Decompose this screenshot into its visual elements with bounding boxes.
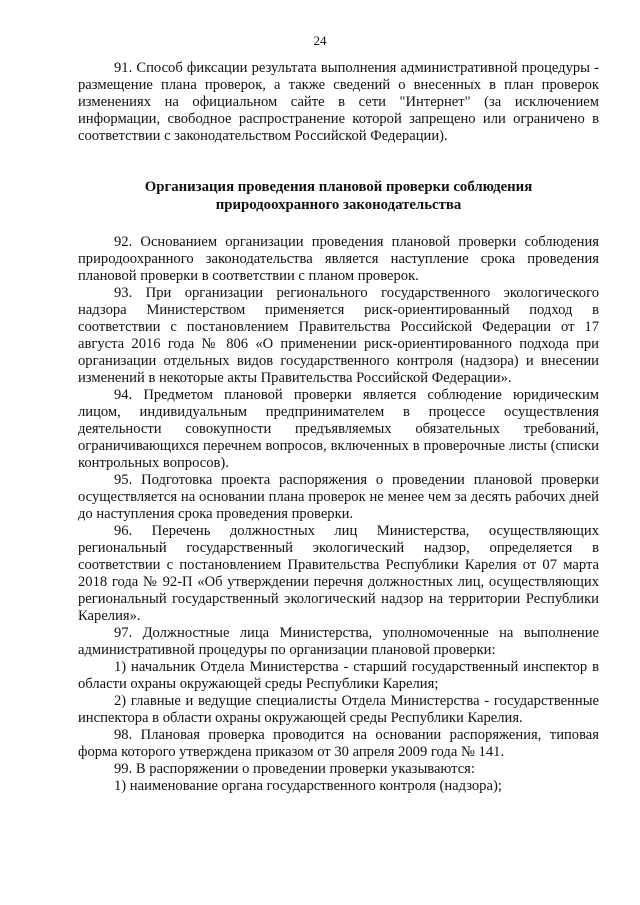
list-item-97-2: 2) главные и ведущие специалисты Отдела Министерства - государственные инспектора в области охраны окружающей среды Республики Карелия.: [78, 693, 599, 726]
page-number: 24: [313, 33, 327, 48]
paragraph-94: 94. Предметом плановой проверки является соблюдение юридическим лицом, индивидуальным предпринимателем в процессе осуществления деятельности совокупности предъявляемых обязательных требований, ограничивающихся перечнем вопросов, включенных в проверочные листы (списки контрольных вопросов).: [78, 387, 599, 471]
spacer: [78, 145, 599, 179]
section-heading-line-1: Организация проведения плановой проверки соблюдения: [144, 179, 533, 195]
paragraph-99: 99. В распоряжении о проведении проверки указываются:: [114, 761, 475, 777]
list-item-97-1: 1) начальник Отдела Министерства - старший государственный инспектор в области охраны окружающей среды Республики Карелия;: [78, 659, 599, 692]
paragraph-97: 97. Должностные лица Министерства, уполномоченные на выполнение административной процедуры по организации плановой проверки:: [78, 625, 599, 658]
paragraph-91: 91. Способ фиксации результата выполнения административной процедуры - размещение плана проверок, а также сведений о внесенных в план проверок изменениях на официальном сайте в сети "Интернет" (за исключением информации, свободное распространение которой запрещено или ограничено в соответствии с законодательством Российской Федерации).: [78, 60, 599, 144]
paragraph-98: 98. Плановая проверка проводится на основании распоряжения, типовая форма которого утверждена приказом от 30 апреля 2009 года № 141.: [78, 727, 599, 760]
paragraph-95: 95. Подготовка проекта распоряжения о проведении плановой проверки осуществляется на основании плана проверок не менее чем за десять рабочих дней до наступления срока проведения проверки.: [78, 472, 599, 522]
paragraph-92: 92. Основанием организации проведения плановой проверки соблюдения природоохранного законодательства является наступление срока проведения плановой проверки в соответствии с планом проверок.: [78, 234, 599, 284]
document-body: [78, 60, 599, 795]
section-heading-line-2: природоохранного законодательства: [215, 196, 462, 213]
spacer: [78, 214, 599, 234]
paragraph-93: 93. При организации регионального государственного экологического надзора Министерством применяется риск-ориентированный подход в соответствии с постановлением Правительства Российской Федерации от 17 августа 2016 года № 806 «О применении риск-ориентированного подхода при организации отдельных видов государственного контроля (надзора) и внесении изменений в некоторые акты Правительства Российской Федерации».: [78, 285, 599, 386]
list-item-99-1: 1) наименование органа государственного контроля (надзора);: [114, 778, 502, 794]
paragraph-96: 96. Перечень должностных лиц Министерства, осуществляющих региональный государственный экологический надзор, определяется в соответствии с постановлением Правительства Республики Карелия от 07 марта 2018 года № 92-П «Об утверждении перечня должностных лиц, осуществляющих региональный государственный экологический надзор на территории Республики Карелия».: [78, 523, 599, 624]
